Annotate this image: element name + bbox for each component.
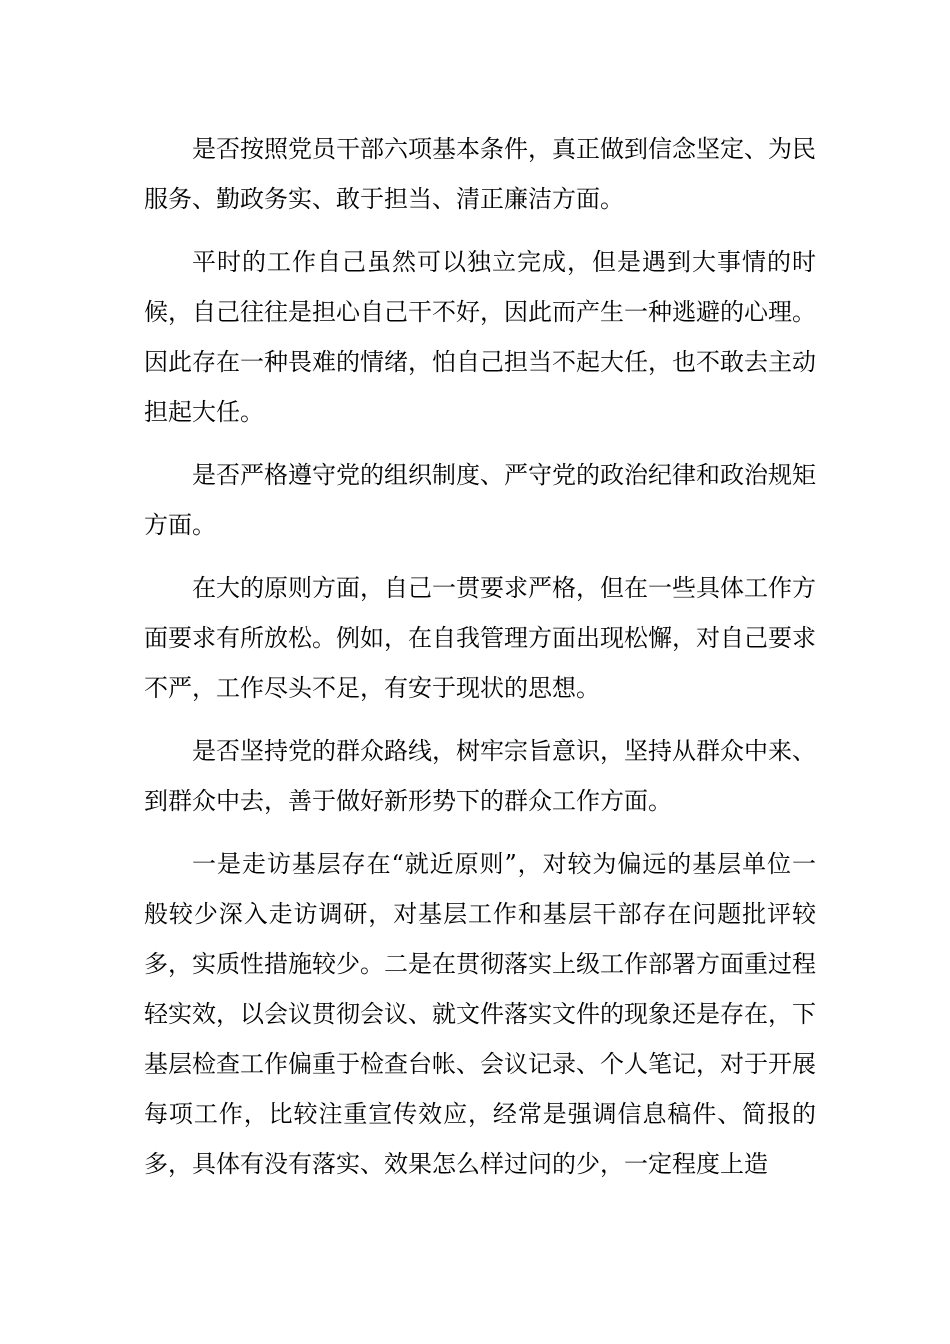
paragraph-4: 在大的原则方面，自己一贯要求严格，但在一些具体工作方面要求有所放松。例如，在自我管理方面出现松懈，对自己要求不严，工作尽头不足，有安于现状的思想。 <box>144 574 816 702</box>
paragraph-2: 平时的工作自己虽然可以独立完成，但是遇到大事情的时候，自己往往是担心自己干不好，因此而产生一种逃避的心理。因此存在一种畏难的情绪，怕自己担当不起大任，也不敢去主动担起大任。 <box>144 248 816 426</box>
paragraph-1: 是否按照党员干部六项基本条件，真正做到信念坚定、为民服务、勤政务实、敢于担当、清正廉洁方面。 <box>144 135 816 213</box>
document-body <box>144 124 816 1202</box>
paragraph-3: 是否严格遵守党的组织制度、严守党的政治纪律和政治规矩方面。 <box>144 461 816 539</box>
paragraph-5: 是否坚持党的群众路线，树牢宗旨意识，坚持从群众中来、到群众中去，善于做好新形势下的群众工作方面。 <box>144 737 816 815</box>
paragraph-6: 一是走访基层存在“就近原则”，对较为偏远的基层单位一般较少深入走访调研，对基层工作和基层干部存在问题批评较多，实质性措施较少。二是在贯彻落实上级工作部署方面重过程轻实效，以会议贯彻会议、就文件落实文件的现象还是存在，下基层检查工作偏重于检查台帐、会议记录、个人笔记，对于开展每项工作，比较注重宣传效应，经常是强调信息稿件、简报的多，具体有没有落实、效果怎么样过问的少，一定程度上造 <box>144 850 816 1178</box>
